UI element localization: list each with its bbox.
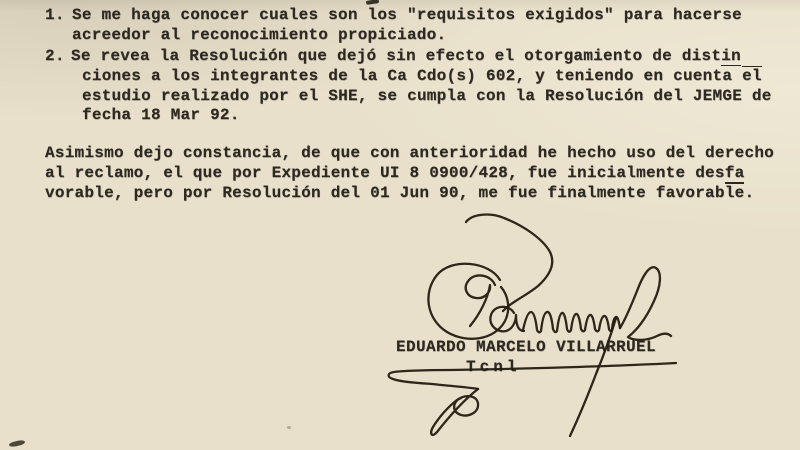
signature-diagonal-stroke [570,318,616,436]
item-2-line-3: estudio realizado por el SHE, se cumpla con la Resolución del JEMGE de [82,87,772,105]
item-1-line-1: Se me haga conocer cuales son los "requisitos exigidos" para hacerse [72,6,742,24]
scan-artifact-dot [287,426,291,429]
item-2-line-4: fecha 18 Mar 92. [82,106,240,124]
signature-wave-stroke [523,312,620,332]
underlined-syllable: fa [724,164,745,182]
overlined-word: el [742,67,762,85]
rubric-flourish-stroke [431,389,478,435]
underlined-syllable: in [721,47,741,65]
signature-top-hook-stroke [466,215,552,311]
rubric-horizontal-stroke [389,363,676,389]
item-2-number: 2. [45,47,65,65]
paragraph-line-3-text: vorable, pero por Resolución del 01 Jun 90, me fue finalmente favorab [45,184,725,202]
item-2-line-2-text: ciones a los integrantes de la Ca Cdo(s) 602, y teniendo en cuenta [82,67,743,85]
paragraph-line-1: Asimismo dejo constancia, de que con anterioridad he hecho uso del derecho [45,144,775,162]
signer-rank: Tcnl [466,358,521,376]
overlined-syllable: le [724,184,745,202]
item-2-line-1-text: Se revea la Resolución que dejó sin efecto el otorgamiento de dist [71,47,722,65]
signature-tall-loop-stroke [620,267,671,340]
paragraph-line-2-text: al reclamo, el que por Expediente UI 8 0900/428, fue inicialmente des [45,164,725,182]
signer-name: EDUARDO MARCELO VILLARRUEL [396,338,657,356]
signature-big-loop-stroke [428,264,508,339]
item-1-number: 1. [45,6,65,24]
item-1-line-2: acreedor al reconocimiento propiciado. [72,26,447,44]
paragraph-line-3-period: . [744,184,755,202]
